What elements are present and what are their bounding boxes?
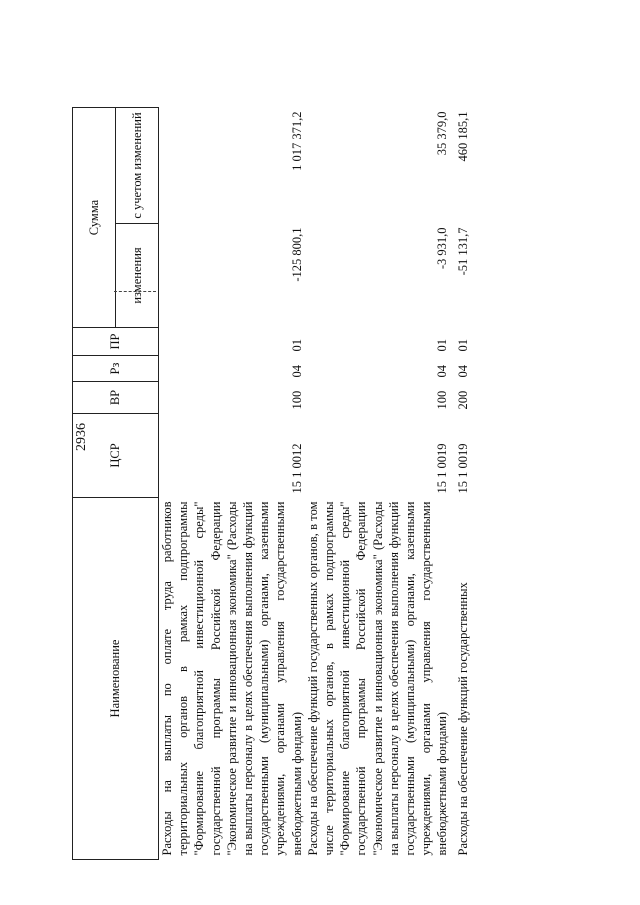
budget-table <box>72 107 471 860</box>
row-rz: 04 <box>455 365 470 378</box>
header-name: Наименование <box>73 498 159 860</box>
header-rz: Рз <box>73 356 159 382</box>
row-name: Расходы на выплаты по оплате труда работников территориальных органов в рамках подпрограммы "Формирование благоприятной инвестиционной среды" государственной программы Российской Федерации "Экономическое развитие и инновационная экономика" (Расходы на выплаты персоналу в целях обеспечения выполнения функций государственными (муниципальными) органами, казенными учреждениями, органами управления государственными внебюджетными фондами) <box>160 501 304 856</box>
header-vr: ВР <box>73 382 159 414</box>
row-vr: 100 <box>289 390 304 410</box>
row-name: Расходы на обеспечение функций государственных <box>455 582 470 856</box>
row-with-change: 460 185,1 <box>455 111 470 162</box>
table-row <box>451 108 471 860</box>
table-row <box>159 108 305 860</box>
row-csr: 15 1 0019 <box>455 443 470 494</box>
header-sum: Сумма <box>73 108 116 328</box>
row-with-change: 1 017 371,2 <box>289 111 304 171</box>
row-change: -125 800,1 <box>289 227 304 282</box>
header-pr: ПР <box>73 328 159 356</box>
header-change: изменения <box>116 224 159 328</box>
row-vr: 200 <box>455 390 470 410</box>
page-number: 2936 <box>74 423 89 451</box>
row-with-change: 35 379,0 <box>435 111 450 156</box>
row-vr: 100 <box>435 390 450 410</box>
row-pr: 01 <box>289 339 304 352</box>
row-change: -51 131,7 <box>455 227 470 276</box>
row-csr: 15 1 0019 <box>435 443 450 494</box>
row-rz: 04 <box>289 365 304 378</box>
row-name: Расходы на обеспечение функций государственных органов, в том числе территориальных органов, в рамках подпрограммы "Формирование благоприятной инвестиционной среды" государственной программы Российской Федерации "Экономическое развитие и инновационная экономика" (Расходы на выплаты персоналу в целях обеспечения выполнения функций государственными (муниципальными) органами, казенными учреждениями, органами управления государственными внебюджетными фондами) <box>305 501 450 856</box>
row-pr: 01 <box>455 339 470 352</box>
table-row <box>305 108 451 860</box>
header-with-change: с учетом изменений <box>116 108 159 224</box>
row-csr: 15 1 0012 <box>289 443 304 494</box>
row-pr: 01 <box>435 339 450 352</box>
header-csr: ЦСР <box>73 414 159 498</box>
row-change: -3 931,0 <box>435 227 450 270</box>
row-rz: 04 <box>435 365 450 378</box>
header-divider-dashed <box>114 291 156 292</box>
